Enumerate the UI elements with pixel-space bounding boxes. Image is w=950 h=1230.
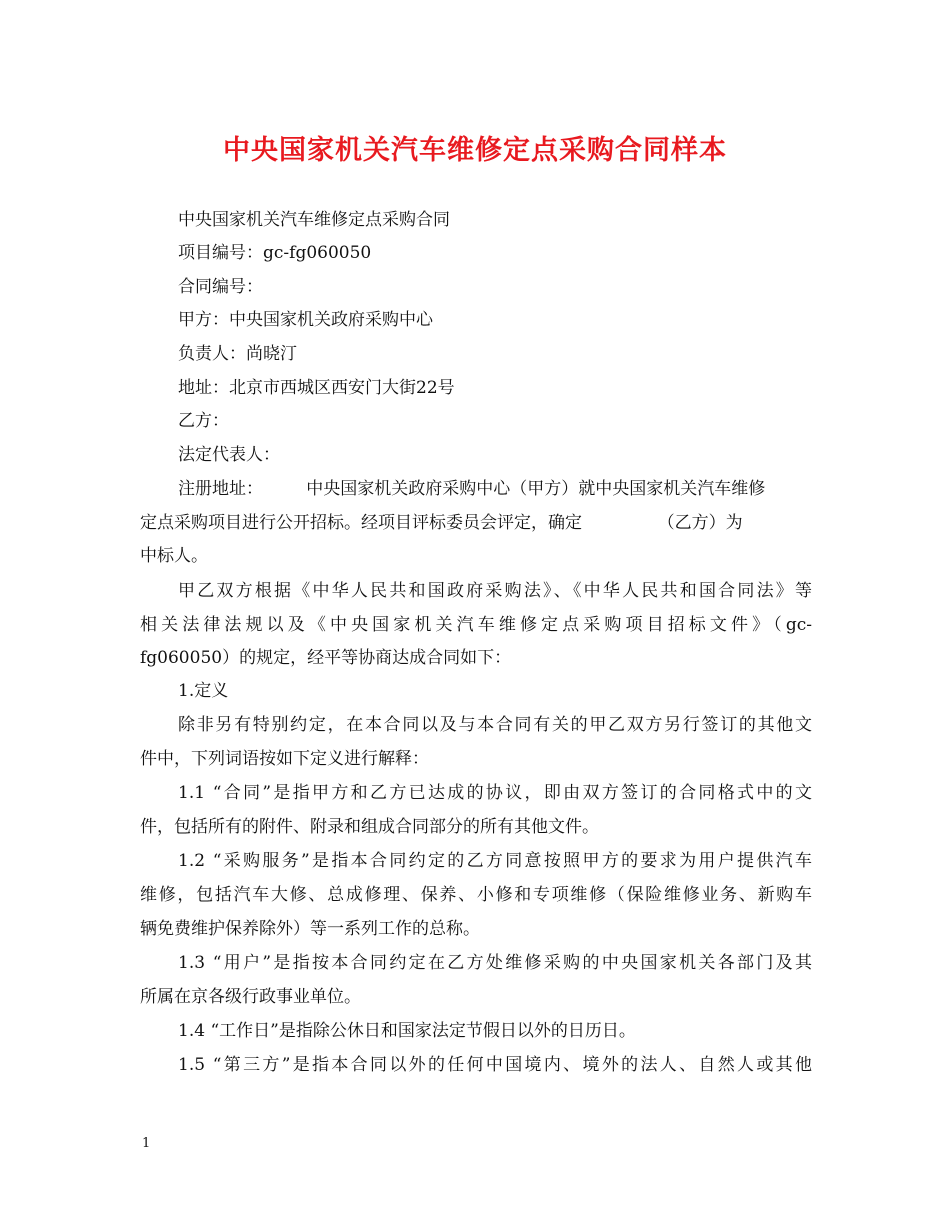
paragraph-line: 1.定义 (178, 681, 229, 701)
paragraph-line: 项目编号：gc-fg060050 (178, 243, 372, 263)
paragraph-line: 中标人。 (140, 546, 208, 566)
paragraph-line: 维修，包括汽车大修、总成修理、保养、小修和专项维修（保险维修业务、新购车 (140, 885, 812, 905)
paragraph-line: 相关法律法规以及《中央国家机关汽车维修定点采购项目招标文件》（gc- (140, 615, 812, 635)
paragraph-line: 1.3 “用户”是指按本合同约定在乙方处维修采购的中央国家机关各部门及其 (178, 953, 812, 973)
paragraph-line: 除非另有特别约定，在本合同以及与本合同有关的甲乙双方另行签订的其他文 (178, 715, 812, 735)
paragraph-line: 辆免费维护保养除外）等一系列工作的总称。 (140, 919, 480, 939)
paragraph-line: 中央国家机关汽车维修定点采购合同 (178, 210, 450, 230)
paragraph-line: 合同编号： (178, 277, 263, 297)
paragraph-line: 法定代表人： (178, 445, 280, 465)
paragraph-line: 甲方：中央国家机关政府采购中心 (178, 310, 433, 330)
page-number: 1 (142, 1136, 151, 1151)
paragraph-line: 1.5 “第三方”是指本合同以外的任何中国境内、境外的法人、自然人或其他 (178, 1055, 812, 1075)
page-title: 中央国家机关汽车维修定点采购合同样本 (223, 135, 727, 166)
paragraph-line: fg060050）的规定，经平等协商达成合同如下： (140, 648, 512, 668)
paragraph-line: 乙方： (178, 411, 229, 431)
paragraph-line: 注册地址： 中央国家机关政府采购中心（甲方）就中央国家机关汽车维修 (178, 479, 766, 499)
paragraph-line: 所属在京各级行政事业单位。 (140, 987, 361, 1007)
paragraph-line: 负责人：尚晓汀 (178, 344, 297, 364)
paragraph-line: 1.2 “采购服务”是指本合同约定的乙方同意按照甲方的要求为用户提供汽车 (178, 851, 812, 871)
paragraph-line: 地址：北京市西城区西安门大街22号 (178, 378, 455, 398)
paragraph-line: 件，包括所有的附件、附录和组成合同部分的所有其他文件。 (140, 817, 599, 837)
paragraph-line: 1.4 “工作日”是指除公休日和国家法定节假日以外的日历日。 (178, 1021, 636, 1041)
paragraph-line: 定点采购项目进行公开招标。经项目评标委员会评定，确定 （乙方）为 (140, 513, 743, 533)
paragraph-line: 甲乙双方根据《中华人民共和国政府采购法》、《中华人民共和国合同法》等 (178, 581, 812, 601)
paragraph-line: 1.1 “合同”是指甲方和乙方已达成的协议，即由双方签订的合同格式中的文 (178, 783, 812, 803)
paragraph-line: 件中，下列词语按如下定义进行解释： (140, 749, 429, 769)
